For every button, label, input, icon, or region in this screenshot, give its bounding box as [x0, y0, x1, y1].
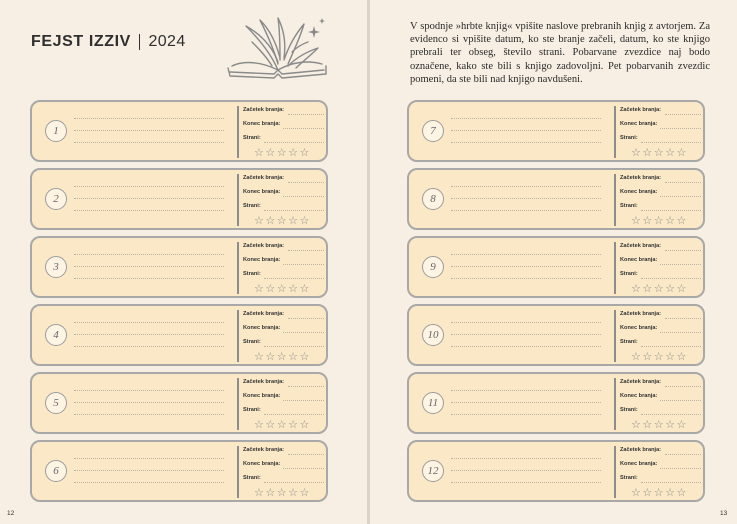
book-number: 4 [45, 324, 67, 346]
book-number: 2 [45, 188, 67, 210]
card-divider [237, 242, 239, 294]
book-number: 12 [422, 460, 444, 482]
end-date-field[interactable] [283, 264, 324, 265]
end-date-field[interactable] [660, 264, 701, 265]
book-card[interactable] [407, 236, 705, 298]
book-number: 9 [422, 256, 444, 278]
pages-label: Strani: [243, 407, 261, 413]
start-date-field[interactable] [665, 386, 701, 387]
start-date-field[interactable] [665, 318, 701, 319]
author-line[interactable] [74, 482, 224, 483]
pages-label: Strani: [243, 475, 261, 481]
start-date-label: Začetek branja: [243, 243, 285, 249]
title-line[interactable] [451, 130, 601, 131]
author-line[interactable] [74, 210, 224, 211]
start-date-field[interactable] [288, 250, 324, 251]
title-separator [139, 34, 141, 50]
star-rating[interactable]: ☆☆☆☆☆ [631, 215, 688, 227]
start-date-field[interactable] [665, 454, 701, 455]
pages-field[interactable] [264, 210, 324, 211]
start-date-field[interactable] [288, 182, 324, 183]
start-date-field[interactable] [665, 182, 701, 183]
start-date-label: Začetek branja: [620, 107, 662, 113]
card-divider [614, 310, 616, 362]
card-divider [237, 446, 239, 498]
card-divider [237, 106, 239, 158]
end-date-field[interactable] [283, 332, 324, 333]
page-title [31, 33, 186, 51]
pages-field[interactable] [641, 414, 701, 415]
start-date-field[interactable] [288, 386, 324, 387]
card-divider [614, 446, 616, 498]
start-date-field[interactable] [288, 114, 324, 115]
title-line[interactable] [74, 470, 224, 471]
book-number: 6 [45, 460, 67, 482]
pages-field[interactable] [264, 278, 324, 279]
pages-field[interactable] [641, 278, 701, 279]
title-line[interactable] [451, 458, 601, 459]
title-line[interactable] [451, 118, 601, 119]
title-line[interactable] [451, 198, 601, 199]
pages-label: Strani: [243, 135, 261, 141]
book-card[interactable] [407, 440, 705, 502]
author-line[interactable] [451, 210, 601, 211]
book-card[interactable] [407, 304, 705, 366]
title-line[interactable] [74, 118, 224, 119]
end-date-field[interactable] [283, 128, 324, 129]
end-date-label: Konec branja: [243, 257, 281, 263]
card-divider [237, 310, 239, 362]
start-date-label: Začetek branja: [620, 243, 662, 249]
end-date-field[interactable] [660, 196, 701, 197]
end-date-field[interactable] [660, 468, 701, 469]
title-line[interactable] [451, 254, 601, 255]
pages-label: Strani: [620, 271, 638, 277]
start-date-label: Začetek branja: [620, 175, 662, 181]
book-number: 5 [45, 392, 67, 414]
author-line[interactable] [74, 414, 224, 415]
book-number: 3 [45, 256, 67, 278]
pages-field[interactable] [641, 482, 701, 483]
card-divider [237, 378, 239, 430]
page-number-left: 12 [7, 510, 15, 517]
end-date-label: Konec branja: [243, 189, 281, 195]
end-date-label: Konec branja: [243, 121, 281, 127]
card-divider [237, 174, 239, 226]
start-date-label: Začetek branja: [243, 311, 285, 317]
start-date-label: Začetek branja: [620, 311, 662, 317]
end-date-field[interactable] [660, 400, 701, 401]
title-line[interactable] [451, 334, 601, 335]
pages-label: Strani: [243, 271, 261, 277]
star-rating[interactable]: ☆☆☆☆☆ [254, 147, 311, 159]
book-number: 7 [422, 120, 444, 142]
end-date-label: Konec branja: [243, 325, 281, 331]
title-line[interactable] [74, 186, 224, 187]
book-card[interactable] [30, 304, 328, 366]
pages-field[interactable] [264, 414, 324, 415]
end-date-field[interactable] [660, 128, 701, 129]
pages-field[interactable] [264, 482, 324, 483]
book-card[interactable] [407, 168, 705, 230]
end-date-label: Konec branja: [620, 189, 658, 195]
end-date-label: Konec branja: [243, 393, 281, 399]
star-rating[interactable]: ☆☆☆☆☆ [254, 351, 311, 363]
end-date-label: Konec branja: [620, 325, 658, 331]
author-line[interactable] [451, 414, 601, 415]
page-number-right: 13 [720, 510, 728, 517]
pages-label: Strani: [243, 339, 261, 345]
title-year: 2024 [148, 33, 186, 50]
title-line[interactable] [74, 130, 224, 131]
star-rating[interactable]: ☆☆☆☆☆ [254, 215, 311, 227]
start-date-field[interactable] [665, 114, 701, 115]
end-date-field[interactable] [283, 196, 324, 197]
pages-label: Strani: [620, 203, 638, 209]
author-line[interactable] [74, 142, 224, 143]
book-card[interactable] [407, 100, 705, 162]
title-line[interactable] [74, 334, 224, 335]
start-date-field[interactable] [288, 454, 324, 455]
author-line[interactable] [451, 278, 601, 279]
book-number: 10 [422, 324, 444, 346]
title-line[interactable] [451, 390, 601, 391]
star-rating[interactable]: ☆☆☆☆☆ [631, 487, 688, 499]
instructions-text: V spodnje »hrbte knjig« vpišite naslove prebranih knjig z avtorjem. Za evidenco si vpišite datum, ko ste branje začeli, datum, ko ste knjigo prebrali ter obseg, število strani. Pobarvane zvezdice naj bodo označene, kako ste bili s knjigo zadovoljni. Pet pobarvanih zvezdic pomeni, da ste bili nad knjigo navdušeni. [410, 21, 710, 85]
pages-field[interactable] [264, 142, 324, 143]
pages-label: Strani: [243, 203, 261, 209]
book-number: 1 [45, 120, 67, 142]
author-line[interactable] [74, 346, 224, 347]
title-line[interactable] [74, 390, 224, 391]
book-number: 8 [422, 188, 444, 210]
book-card[interactable] [30, 236, 328, 298]
start-date-label: Začetek branja: [243, 447, 285, 453]
title-line[interactable] [451, 470, 601, 471]
title-line[interactable] [74, 198, 224, 199]
star-rating[interactable]: ☆☆☆☆☆ [631, 351, 688, 363]
end-date-label: Konec branja: [620, 461, 658, 467]
start-date-label: Začetek branja: [243, 107, 285, 113]
pages-label: Strani: [620, 339, 638, 345]
title-line[interactable] [451, 402, 601, 403]
pages-field[interactable] [641, 142, 701, 143]
end-date-label: Konec branja: [620, 393, 658, 399]
book-card[interactable] [407, 372, 705, 434]
author-line[interactable] [451, 482, 601, 483]
title-line[interactable] [74, 254, 224, 255]
card-divider [614, 378, 616, 430]
book-card[interactable] [30, 100, 328, 162]
pages-field[interactable] [641, 210, 701, 211]
pages-field[interactable] [641, 346, 701, 347]
title-line[interactable] [451, 322, 601, 323]
end-date-field[interactable] [660, 332, 701, 333]
star-rating[interactable]: ☆☆☆☆☆ [254, 283, 311, 295]
end-date-label: Konec branja: [620, 121, 658, 127]
start-date-label: Začetek branja: [620, 379, 662, 385]
end-date-field[interactable] [283, 400, 324, 401]
start-date-field[interactable] [288, 318, 324, 319]
title-line[interactable] [74, 402, 224, 403]
brand-title: FEJST IZZIV [31, 33, 131, 50]
pages-label: Strani: [620, 135, 638, 141]
title-line[interactable] [451, 186, 601, 187]
title-line[interactable] [451, 266, 601, 267]
open-book-icon [222, 12, 334, 82]
star-rating[interactable]: ☆☆☆☆☆ [631, 147, 688, 159]
author-line[interactable] [74, 278, 224, 279]
card-divider [614, 106, 616, 158]
book-card[interactable] [30, 372, 328, 434]
pages-label: Strani: [620, 475, 638, 481]
end-date-field[interactable] [283, 468, 324, 469]
book-card[interactable] [30, 168, 328, 230]
star-rating[interactable]: ☆☆☆☆☆ [254, 419, 311, 431]
start-date-label: Začetek branja: [243, 379, 285, 385]
start-date-label: Začetek branja: [620, 447, 662, 453]
card-divider [614, 242, 616, 294]
start-date-field[interactable] [665, 250, 701, 251]
star-rating[interactable]: ☆☆☆☆☆ [631, 419, 688, 431]
title-line[interactable] [74, 266, 224, 267]
title-line[interactable] [74, 322, 224, 323]
start-date-label: Začetek branja: [243, 175, 285, 181]
star-rating[interactable]: ☆☆☆☆☆ [254, 487, 311, 499]
end-date-label: Konec branja: [620, 257, 658, 263]
book-card[interactable] [30, 440, 328, 502]
pages-field[interactable] [264, 346, 324, 347]
author-line[interactable] [451, 142, 601, 143]
star-rating[interactable]: ☆☆☆☆☆ [631, 283, 688, 295]
author-line[interactable] [451, 346, 601, 347]
book-number: 11 [422, 392, 444, 414]
card-divider [614, 174, 616, 226]
pages-label: Strani: [620, 407, 638, 413]
end-date-label: Konec branja: [243, 461, 281, 467]
title-line[interactable] [74, 458, 224, 459]
